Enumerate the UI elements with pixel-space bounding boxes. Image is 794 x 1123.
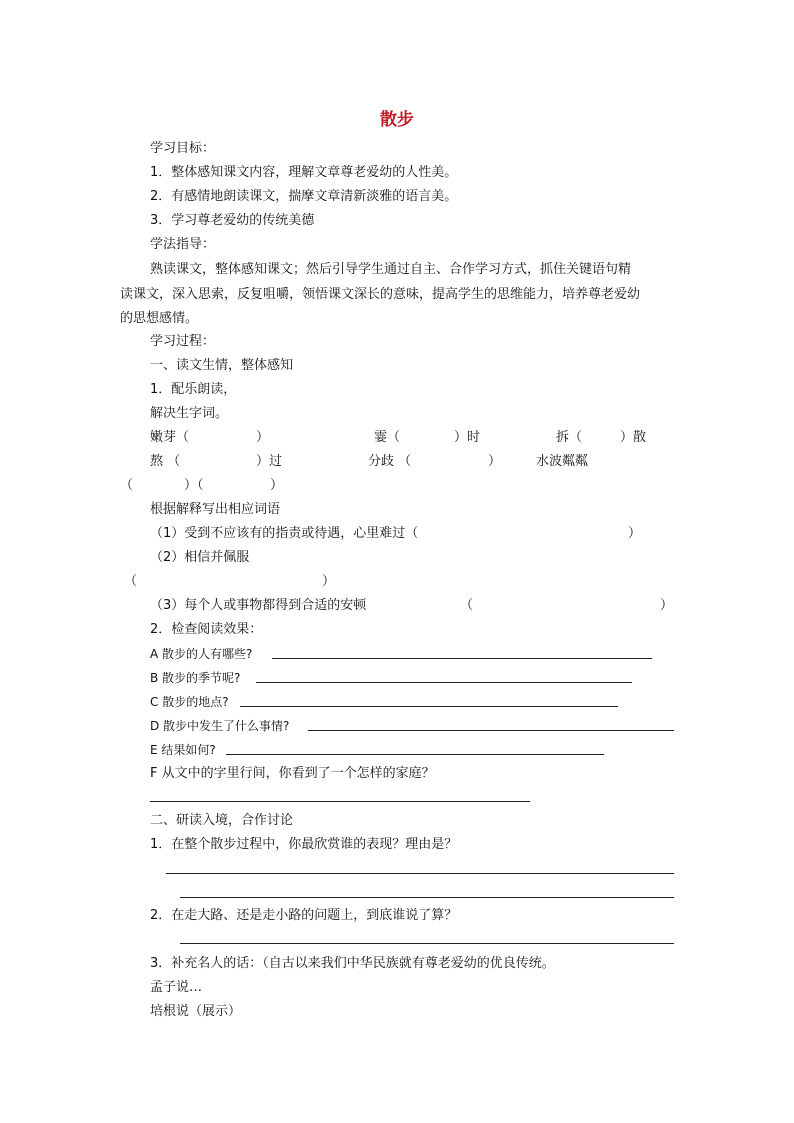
method-heading: 学法指导： — [150, 237, 216, 252]
step-label: 2．检查阅读效果： — [150, 622, 263, 637]
explain-item: （3）每个人或事物都得到合适的安顿 — [150, 598, 367, 613]
explain-blank-close: ） — [660, 598, 674, 613]
discussion-item: 3．补充名人的话：（自古以来我们中华民族就有尊老爱幼的优良传统。 — [150, 956, 555, 971]
explain-item: （1）受到不应该有的指责或待遇，心里难过（ — [150, 526, 419, 541]
discussion-item: 2．在走大路、还是走小路的问题上，到底谁说了算？ — [150, 908, 458, 923]
goal-item: 1．整体感知课文内容，理解文章尊老爱幼的人性美。 — [150, 165, 458, 180]
section-heading: 一、读文生情，整体感知 — [150, 358, 294, 373]
question-item: F 从文中的字里行间，你看到了一个怎样的家庭？ — [150, 766, 435, 781]
question-item: B 散步的季节呢? — [150, 671, 241, 685]
answer-line[interactable] — [226, 754, 604, 755]
answer-line[interactable] — [240, 706, 618, 707]
explain-blank-close: ） — [628, 526, 642, 541]
vocab-word: 水波粼粼 — [536, 454, 589, 469]
step-label: 解决生字词。 — [150, 406, 229, 421]
answer-line[interactable] — [166, 873, 674, 874]
quote-item: 培根说（展示） — [150, 1004, 242, 1019]
vocab-word: 嫩芽（ — [150, 430, 190, 445]
answer-line[interactable] — [180, 897, 674, 898]
explain-blank-close: ） — [322, 574, 336, 589]
explain-blank-open: （ — [460, 598, 474, 613]
vocab-word: 熬 （ — [150, 454, 181, 469]
explain-heading: 根据解释写出相应词语 — [150, 502, 281, 517]
explain-blank-open: （ — [124, 574, 138, 589]
method-line: 读课文，深入思索，反复咀嚼，领悟课文深长的意味，提高学生的思维能力，培养尊老爱幼 — [120, 287, 641, 302]
discussion-item: 1．在整个散步过程中，你最欣赏谁的表现？理由是？ — [150, 837, 458, 852]
answer-line[interactable] — [308, 730, 674, 731]
question-item: C 散步的地点? — [150, 695, 229, 709]
goal-item: 3．学习尊老爱幼的传统美德 — [150, 213, 315, 228]
answer-line[interactable] — [180, 943, 674, 944]
vocab-blank-close: ） — [488, 454, 502, 469]
step-label: 1．配乐朗读， — [150, 382, 237, 397]
question-item: A 散步的人有哪些? — [150, 647, 253, 661]
section-heading: 二、研读入境，合作讨论 — [150, 813, 294, 828]
question-item: D 散步中发生了什么事情? — [150, 719, 290, 733]
vocab-blank-close: ）时 — [454, 430, 481, 445]
goals-heading: 学习目标： — [150, 141, 216, 156]
process-heading: 学习过程： — [150, 334, 216, 349]
question-item: E 结果如何? — [150, 743, 216, 757]
quote-item: 孟子说… — [150, 980, 203, 995]
page-title: 散步 — [380, 110, 414, 130]
explain-item: （2）相信并佩服 — [150, 550, 250, 565]
vocab-blank-close: ） — [256, 430, 270, 445]
vocab-blank-close: ）过 — [256, 454, 283, 469]
answer-line[interactable] — [272, 658, 652, 659]
vocab-word: 霎（ — [374, 430, 401, 445]
goal-item: 2．有感情地朗读课文，揣摩文章清新淡雅的语言美。 — [150, 189, 458, 204]
vocab-blank-close: ）散 — [620, 430, 647, 445]
answer-line[interactable] — [256, 682, 632, 683]
method-line: 的思想感情。 — [120, 311, 199, 326]
vocab-word: 分歧 （ — [368, 454, 412, 469]
vocab-blank-close: ） — [270, 478, 284, 493]
vocab-word: 拆（ — [556, 430, 583, 445]
answer-line[interactable] — [150, 801, 530, 802]
vocab-blank-mid: ）（ — [184, 478, 204, 493]
vocab-blank-open: （ — [120, 478, 134, 493]
method-line: 熟读课文，整体感知课文；然后引导学生通过自主、合作学习方式，抓住关键语句精 — [150, 262, 632, 277]
